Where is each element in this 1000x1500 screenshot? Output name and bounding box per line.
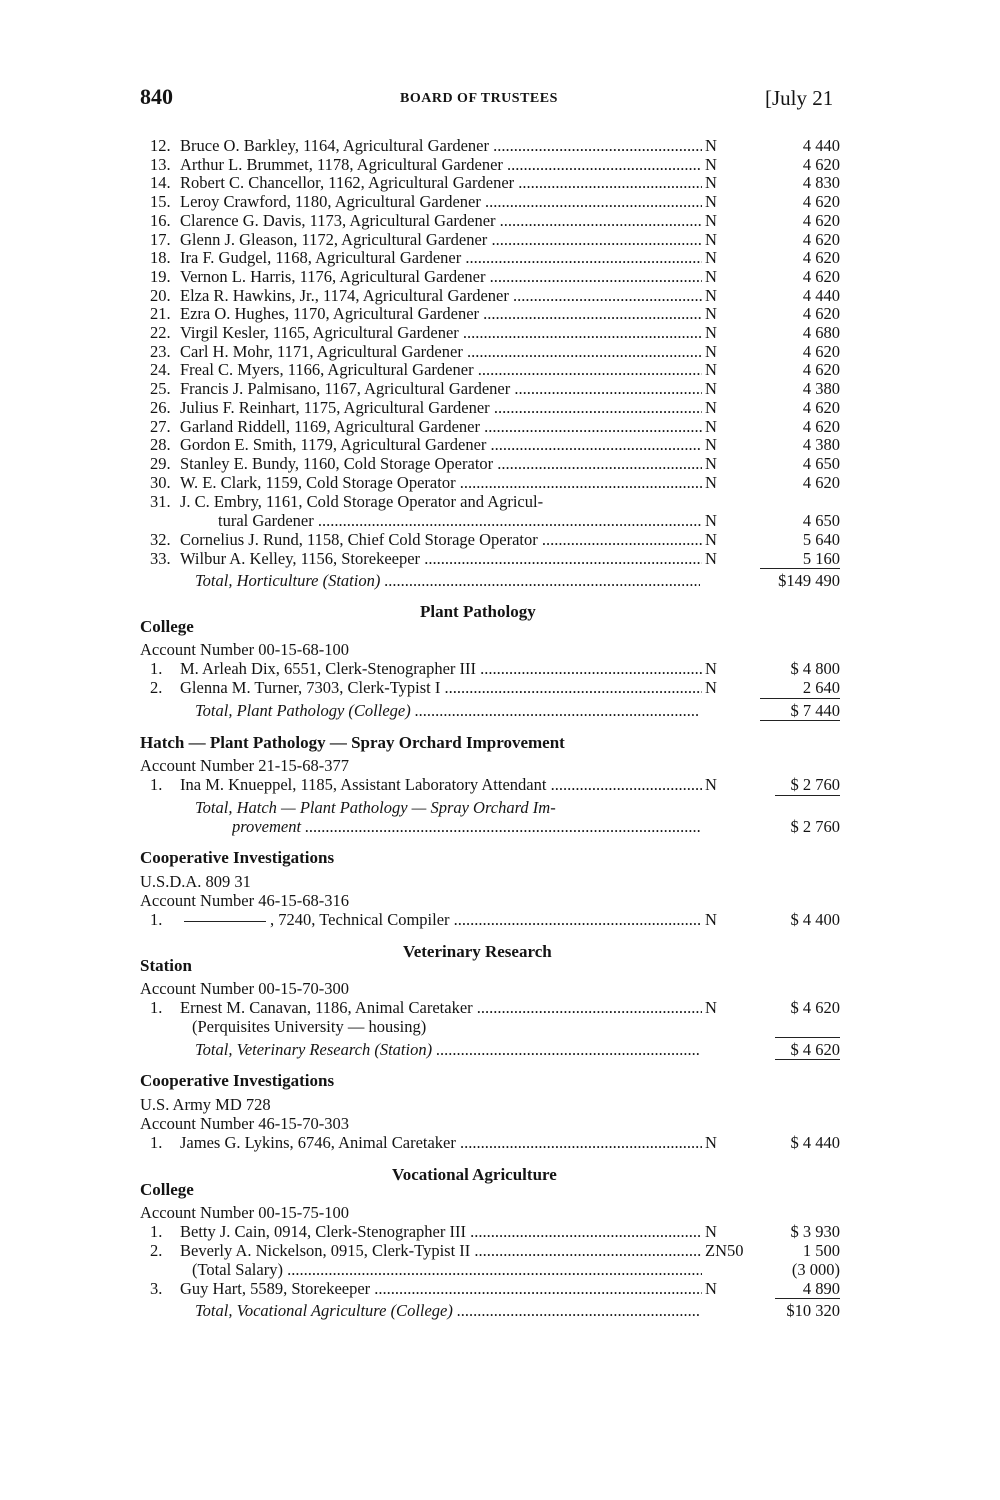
item-amount: 4 620 (802, 229, 840, 249)
sum-rule (760, 720, 840, 721)
item-amount: 4 620 (802, 472, 840, 492)
subsection-heading: Station (140, 956, 192, 975)
item-code: N (705, 1222, 717, 1241)
subsection-heading: College (140, 1180, 194, 1199)
total-amount: $ 2 760 (790, 817, 840, 836)
item-text: Vernon L. Harris, 1176, Agricultural Gardener ..... (180, 267, 702, 286)
list-item (0, 342, 1000, 361)
list-item (0, 173, 1000, 192)
item-amount: 4 620 (802, 416, 840, 436)
list-item-continuation (0, 511, 1000, 530)
item-text: Beverly A. Nickelson, 0915, Clerk-Typist II ..... (180, 1241, 702, 1260)
item-text: Elza R. Hawkins, Jr., 1174, Agricultural Gardener ..... (180, 286, 702, 305)
item-text: Glenn J. Gleason, 1172, Agricultural Gardener ..... (180, 230, 702, 249)
item-code: N (705, 775, 717, 794)
item-text: Carl H. Mohr, 1171, Agricultural Gardener ..... (180, 342, 702, 361)
item-code: N (705, 530, 717, 549)
item-text: Garland Riddell, 1169, Agricultural Gardener ..... (180, 417, 702, 436)
item-amount: 4 650 (802, 453, 840, 473)
item-number: 24. (150, 360, 171, 380)
item-amount: 4 380 (802, 435, 840, 455)
item-amount: 4 620 (802, 266, 840, 286)
list-item (0, 435, 1000, 454)
list-item (0, 398, 1000, 417)
item-text: Ernest M. Canavan, 1186, Animal Caretaker ..... (180, 998, 702, 1017)
item-code: N (705, 1279, 717, 1298)
account-text: Account Number 00-15-68-100 (140, 640, 349, 659)
item-code: N (705, 472, 717, 492)
item-note-text: (Perquisites University — housing) (192, 1017, 427, 1036)
item-code: N (705, 136, 717, 155)
total-line (0, 1040, 1000, 1059)
list-item (0, 910, 1000, 929)
item-text: tural Gardener ..... (218, 511, 702, 530)
list-item (0, 136, 1000, 155)
item-text: Arthur L. Brummet, 1178, Agricultural Gardener ..... (180, 155, 702, 174)
item-number: 29. (150, 453, 171, 473)
item-number: 27. (150, 416, 171, 436)
total-label: Total, Veterinary Research (Station) ..... (195, 1040, 700, 1059)
item-text: Ira F. Gudgel, 1168, Agricultural Gardener ..... (180, 248, 702, 267)
item-text: Stanley E. Bundy, 1160, Cold Storage Operator ..... (180, 454, 702, 473)
item-number: 17. (150, 229, 171, 249)
item-text: Julius F. Reinhart, 1175, Agricultural Gardener ..... (180, 398, 702, 417)
item-text (180, 910, 702, 929)
item-text: M. Arleah Dix, 6551, Clerk-Stenographer III ..... (180, 659, 702, 678)
item-code: N (705, 998, 717, 1017)
item-number: 2. (150, 678, 163, 697)
item-amount: 4 620 (802, 341, 840, 361)
account-number (0, 979, 1000, 998)
list-item (0, 192, 1000, 211)
item-text: Freal C. Myers, 1166, Agricultural Gardener ..... (180, 360, 702, 379)
section-heading: Vocational Agriculture (392, 1165, 557, 1184)
item-code: N (705, 659, 717, 678)
list-item (0, 998, 1000, 1017)
item-text: Robert C. Chancellor, 1162, Agricultural Gardener ..... (180, 173, 702, 192)
item-amount: $ 4 620 (790, 998, 840, 1017)
section-heading: Veterinary Research (403, 942, 552, 961)
running-date: [July 21 (765, 86, 834, 110)
item-text: W. E. Clark, 1159, Cold Storage Operator ..... (180, 473, 702, 492)
item-number: 31. (150, 492, 171, 511)
item-number: 1. (150, 998, 163, 1017)
item-text: Ina M. Knueppel, 1185, Assistant Laboratory Attendant ..... (180, 775, 702, 794)
item-code: N (705, 1133, 717, 1152)
list-item (0, 659, 1000, 678)
item-amount: $ 3 930 (790, 1222, 840, 1241)
item-amount: $ 4 800 (790, 659, 840, 678)
item-number: 2. (150, 1241, 163, 1260)
list-item (0, 417, 1000, 436)
item-code: N (705, 285, 717, 305)
list-item (0, 530, 1000, 549)
item-number: 18. (150, 248, 171, 268)
account-text: Account Number 21-15-68-377 (140, 756, 349, 775)
list-item (0, 360, 1000, 379)
item-text: Francis J. Palmisano, 1167, Agricultural Gardener ..... (180, 379, 702, 398)
total-label: provement ..... (232, 817, 700, 836)
item-number: 1. (150, 775, 163, 794)
item-code: N (705, 678, 717, 697)
item-note (0, 1017, 1000, 1036)
item-number: 13. (150, 154, 171, 174)
list-item (0, 549, 1000, 568)
item-text: Guy Hart, 5589, Storekeeper ..... (180, 1279, 702, 1298)
item-code: N (705, 379, 717, 399)
item-number: 12. (150, 136, 171, 155)
item-amount: 4 620 (802, 192, 840, 212)
item-code: N (705, 416, 717, 436)
item-code: N (705, 910, 717, 929)
item-text: Bruce O. Barkley, 1164, Agricultural Gardener ..... (180, 136, 702, 155)
list-item (0, 211, 1000, 230)
item-note-amount: (3 000) (791, 1260, 840, 1279)
total-label: Total, Hatch — Plant Pathology — Spray Orchard Im- (195, 798, 556, 817)
list-item (0, 230, 1000, 249)
item-amount: 4 620 (802, 304, 840, 324)
sum-rule (775, 795, 840, 796)
item-number: 33. (150, 549, 171, 568)
item-amount: 4 440 (802, 136, 840, 155)
list-item (0, 1279, 1000, 1298)
item-code: N (705, 360, 717, 380)
item-note (0, 1260, 1000, 1279)
total-line (0, 571, 1000, 590)
list-item (0, 492, 1000, 511)
item-code: N (705, 453, 717, 473)
item-amount: 4 890 (802, 1279, 840, 1298)
account-number (0, 891, 1000, 910)
item-number: 1. (150, 910, 163, 929)
item-text: James G. Lykins, 6746, Animal Caretaker ..... (180, 1133, 702, 1152)
item-code: N (705, 304, 717, 324)
item-text: Wilbur A. Kelley, 1156, Storekeeper ..... (180, 549, 702, 568)
section-heading: Cooperative Investigations (140, 1071, 335, 1090)
total-label: Total, Horticulture (Station) ..... (195, 571, 700, 590)
item-text: Ezra O. Hughes, 1170, Agricultural Gardener ..... (180, 304, 702, 323)
item-number: 1. (150, 1222, 163, 1241)
list-item (0, 286, 1000, 305)
list-item (0, 454, 1000, 473)
item-text-value: , 7240, Technical Compiler (270, 910, 450, 929)
item-number: 32. (150, 530, 171, 549)
item-code: ZN50 (705, 1241, 744, 1260)
total-label: Total, Plant Pathology (College) ..... (195, 701, 700, 720)
item-text: Cornelius J. Rund, 1158, Chief Cold Storage Operator ..... (180, 530, 702, 549)
fund-source (0, 872, 1000, 891)
item-number: 28. (150, 435, 171, 455)
item-code: N (705, 210, 717, 230)
fund-source (0, 1095, 1000, 1114)
item-number: 15. (150, 192, 171, 212)
sum-rule (760, 568, 840, 569)
item-number: 25. (150, 379, 171, 399)
item-amount: 4 620 (802, 248, 840, 268)
item-text: Leroy Crawford, 1180, Agricultural Gardener ..... (180, 192, 702, 211)
item-text: Virgil Kesler, 1165, Agricultural Gardener ..... (180, 323, 702, 342)
item-amount: 4 680 (802, 323, 840, 342)
subsection-heading: College (140, 617, 194, 636)
total-line-continuation (0, 817, 1000, 836)
item-code: N (705, 192, 717, 212)
total-amount: $149 490 (778, 571, 840, 590)
section-heading: Plant Pathology (420, 602, 536, 621)
list-item (0, 248, 1000, 267)
total-line (0, 701, 1000, 720)
item-amount: $ 4 440 (790, 1133, 840, 1152)
item-code: N (705, 173, 717, 193)
item-number: 16. (150, 210, 171, 230)
account-text: Account Number 00-15-75-100 (140, 1203, 349, 1222)
item-amount: 4 620 (802, 210, 840, 230)
item-number: 1. (150, 1133, 163, 1152)
sum-rule (775, 1037, 840, 1038)
total-line (0, 798, 1000, 817)
item-number: 22. (150, 323, 171, 342)
total-line (0, 1301, 1000, 1320)
page-number: 840 (140, 84, 173, 109)
sum-rule (775, 1298, 840, 1299)
item-code: N (705, 341, 717, 361)
item-number: 23. (150, 341, 171, 361)
account-number (0, 756, 1000, 775)
list-item (0, 1222, 1000, 1241)
item-amount: 1 500 (802, 1241, 840, 1260)
sum-rule (760, 698, 840, 699)
item-number: 26. (150, 397, 171, 417)
list-item (0, 379, 1000, 398)
item-number: 3. (150, 1279, 163, 1298)
item-number: 19. (150, 266, 171, 286)
total-amount: $ 7 440 (790, 701, 840, 720)
item-code: N (705, 266, 717, 286)
list-item (0, 267, 1000, 286)
item-code: N (705, 323, 717, 342)
item-text: Betty J. Cain, 0914, Clerk-Stenographer III ..... (180, 1222, 702, 1241)
item-code: N (705, 229, 717, 249)
list-item (0, 775, 1000, 794)
item-amount: 4 650 (802, 511, 840, 530)
item-text: Glenna M. Turner, 7303, Clerk-Typist I ..... (180, 678, 702, 697)
sum-rule (775, 1059, 840, 1060)
list-item (0, 1241, 1000, 1260)
item-code: N (705, 248, 717, 268)
item-code: N (705, 511, 717, 530)
list-item (0, 304, 1000, 323)
total-amount: $10 320 (786, 1301, 840, 1320)
list-item (0, 323, 1000, 342)
list-item (0, 678, 1000, 697)
item-text: Clarence G. Davis, 1173, Agricultural Gardener ..... (180, 211, 702, 230)
total-amount: $ 4 620 (790, 1040, 840, 1059)
item-amount: 4 620 (802, 154, 840, 174)
item-number: 30. (150, 472, 171, 492)
item-number: 1. (150, 659, 163, 678)
item-amount: 4 440 (802, 285, 840, 305)
item-code: N (705, 154, 717, 174)
item-amount: 4 620 (802, 360, 840, 380)
item-amount: 5 640 (802, 530, 840, 549)
section-heading: Hatch — Plant Pathology — Spray Orchard Improvement (140, 733, 565, 752)
list-item (0, 1133, 1000, 1152)
account-text: Account Number 00-15-70-300 (140, 979, 349, 998)
item-text: Gordon E. Smith, 1179, Agricultural Gardener ..... (180, 435, 702, 454)
list-item (0, 155, 1000, 174)
item-code: N (705, 549, 717, 568)
item-note-text: (Total Salary) ..... (192, 1260, 702, 1279)
running-title: BOARD OF TRUSTEES (400, 91, 558, 106)
total-label: Total, Vocational Agriculture (College) ..... (195, 1301, 700, 1320)
item-amount: 4 620 (802, 397, 840, 417)
account-number (0, 1114, 1000, 1133)
item-amount: $ 4 400 (790, 910, 840, 929)
account-number (0, 640, 1000, 659)
item-amount: $ 2 760 (790, 775, 840, 794)
item-code: N (705, 397, 717, 417)
list-item (0, 473, 1000, 492)
item-number: 21. (150, 304, 171, 324)
item-number: 20. (150, 285, 171, 305)
item-amount: 2 640 (802, 678, 840, 697)
fund-source-text: U.S. Army MD 728 (140, 1095, 271, 1114)
section-heading: Cooperative Investigations (140, 848, 335, 867)
fund-source-text: U.S.D.A. 809 31 (140, 872, 251, 891)
account-number (0, 1203, 1000, 1222)
account-text: Account Number 46-15-68-316 (140, 891, 349, 910)
item-amount: 4 830 (802, 173, 840, 193)
item-code: N (705, 435, 717, 455)
blank-name-rule (184, 921, 266, 922)
item-amount: 5 160 (802, 549, 840, 568)
item-text: J. C. Embry, 1161, Cold Storage Operator and Agricul- (180, 492, 544, 511)
item-number: 14. (150, 173, 171, 193)
item-amount: 4 380 (802, 379, 840, 399)
account-text: Account Number 46-15-70-303 (140, 1114, 349, 1133)
